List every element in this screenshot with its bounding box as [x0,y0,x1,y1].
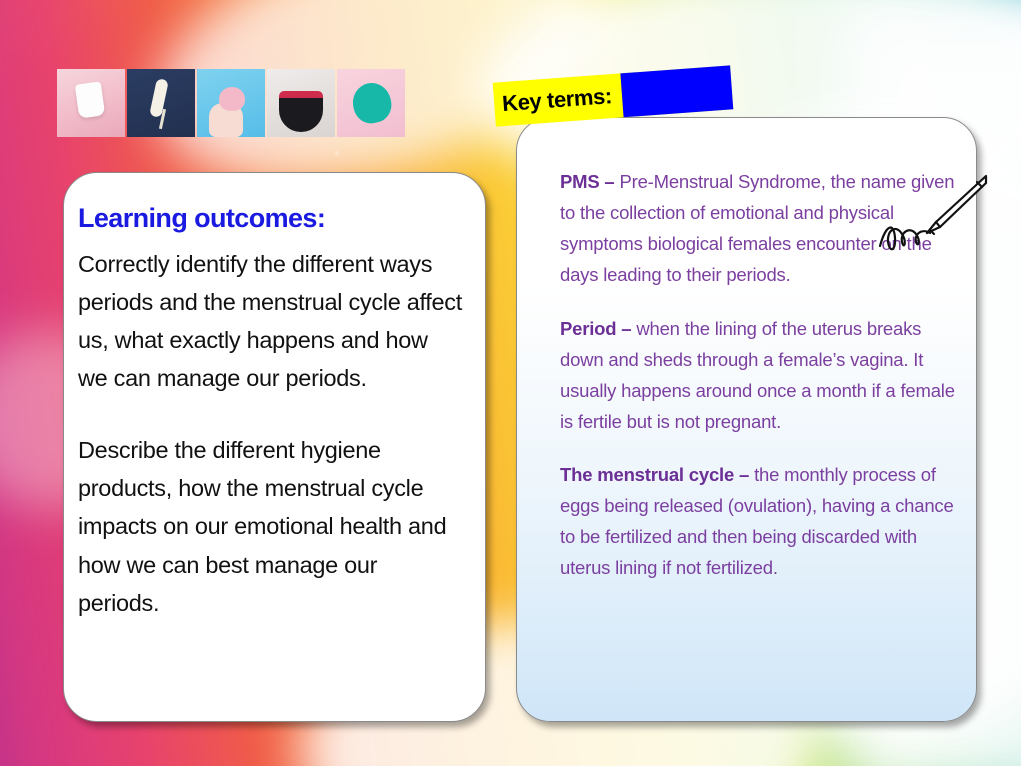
key-term-name: PMS – [560,171,620,192]
key-terms-label: Key terms: [501,83,613,117]
learning-outcomes-card [63,172,486,722]
reusable-cloth-pad-photo [337,69,405,137]
key-terms-banner-block [620,65,733,117]
key-term-definition: the monthly process of eggs being released (ovulation), having a chance to be fertilized and then being discarded with uterus lining if not fertilized. [560,464,954,579]
menstrual-cup-photo [197,69,265,137]
fountain-pen-writing-icon [878,170,990,265]
learning-outcome-paragraph: Describe the different hygiene products, how the menstrual cycle impacts on our emotional health and how we can best manage our periods. [78,437,447,616]
learning-outcomes-body [78,245,462,622]
key-term-definition: when the lining of the uterus breaks down and sheds through a female’s vagina. It usually happens around once a month if a female is fertile but is not pregnant. [560,317,955,432]
period-underwear-photo [267,69,335,137]
menstrual-product-photo-strip [57,69,405,137]
key-term-entry [560,459,960,583]
tampon-photo [127,69,195,137]
key-term-definition: Pre-Menstrual Syndrome, the name given to the collection of emotional and physical symptoms biological females encounter on the days leading to their periods. [560,171,955,286]
learning-outcomes-title: Learning outcomes: [78,203,326,233]
key-term-name: The menstrual cycle – [560,464,755,485]
key-term-name: Period – [560,317,637,339]
key-term-entry [560,313,960,437]
sanitary-pad-photo [57,69,125,137]
learning-outcome-paragraph: Correctly identify the different ways periods and the menstrual cycle affect us, what exactly happens and how we can manage our periods. [78,251,462,392]
